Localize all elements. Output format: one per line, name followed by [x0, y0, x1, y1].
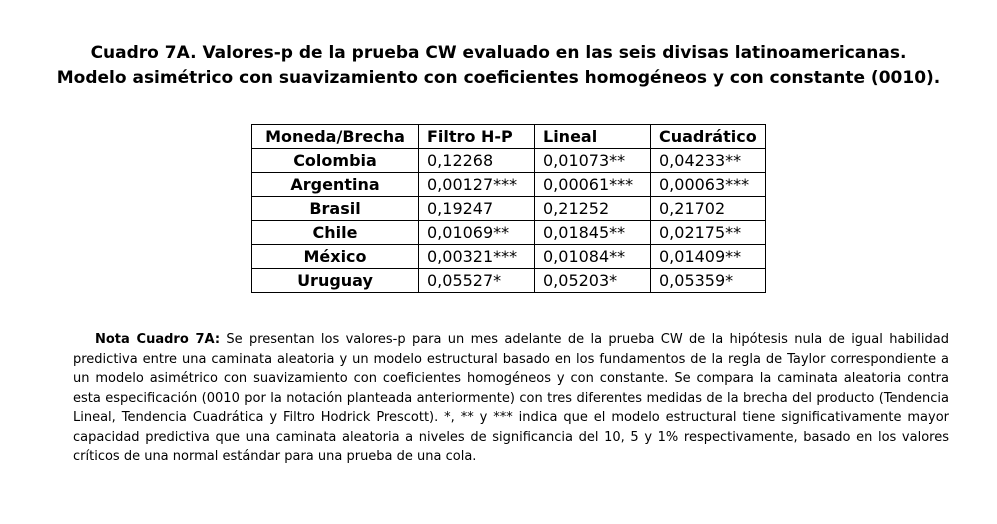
- cell-filtro-hp: 0,00127***: [419, 173, 535, 197]
- row-currency: Argentina: [252, 173, 419, 197]
- cell-lineal: 0,01845**: [535, 221, 651, 245]
- cell-filtro-hp: 0,12268: [419, 149, 535, 173]
- row-currency: Uruguay: [252, 269, 419, 293]
- table-note: [73, 330, 949, 467]
- cell-filtro-hp: 0,05527*: [419, 269, 535, 293]
- cell-cuadratico: 0,04233**: [651, 149, 766, 173]
- table-row: [252, 245, 766, 269]
- cell-lineal: 0,01073**: [535, 149, 651, 173]
- table-title-line-2: Modelo asimétrico con suavizamiento con coeficientes homogéneos y con constante (0010).: [56, 68, 941, 88]
- cell-cuadratico: 0,02175**: [651, 221, 766, 245]
- cell-filtro-hp: 0,00321***: [419, 245, 535, 269]
- cell-cuadratico: 0,00063***: [651, 173, 766, 197]
- cell-lineal: 0,01084**: [535, 245, 651, 269]
- row-currency: Colombia: [252, 149, 419, 173]
- cell-cuadratico: 0,01409**: [651, 245, 766, 269]
- table-row: [252, 197, 766, 221]
- cell-cuadratico: 0,05359*: [651, 269, 766, 293]
- note-text: Se presentan los valores-p para un mes adelante de la prueba CW de la hipótesis nula de igual habilidad predictiva entre una caminata aleatoria y un modelo estructural basado en los fundamentos de la regla de Taylor correspondiente a un modelo asimétrico con suavizamiento con coeficientes homogéneos y con constante. Se compara la caminata aleatoria contra esta especificación (0010 por la notación planteada anteriormente) con tres diferentes medidas de la brecha del producto (Tendencia Lineal, Tendencia Cuadrática y Filtro Hodrick Prescott). *, ** y *** indica que el modelo estructural tiene significativamente mayor capacidad predictiva que una caminata aleatoria a niveles de significancia del 10, 5 y 1% respectivamente, basado en los valores críticos de una normal estándar para una prueba de una cola.: [73, 332, 949, 464]
- cell-filtro-hp: 0,19247: [419, 197, 535, 221]
- row-currency: México: [252, 245, 419, 269]
- table-row: [252, 149, 766, 173]
- cell-lineal: 0,00061***: [535, 173, 651, 197]
- header-filtro-hp: Filtro H-P: [419, 125, 535, 149]
- header-moneda-brecha: Moneda/Brecha: [252, 125, 419, 149]
- header-cuadratico: Cuadrático: [651, 125, 766, 149]
- table-header-row: [252, 125, 766, 149]
- row-currency: Brasil: [252, 197, 419, 221]
- table-row: [252, 173, 766, 197]
- cell-cuadratico: 0,21702: [651, 197, 766, 221]
- header-lineal: Lineal: [535, 125, 651, 149]
- cell-lineal: 0,21252: [535, 197, 651, 221]
- table-row: [252, 221, 766, 245]
- cell-filtro-hp: 0,01069**: [419, 221, 535, 245]
- row-currency: Chile: [252, 221, 419, 245]
- cell-lineal: 0,05203*: [535, 269, 651, 293]
- note-label: Nota Cuadro 7A:: [95, 332, 221, 347]
- pvalues-table: [251, 124, 766, 293]
- table-title-line-1: Cuadro 7A. Valores-p de la prueba CW evaluado en las seis divisas latinoamericanas.: [90, 43, 907, 63]
- table-row: [252, 269, 766, 293]
